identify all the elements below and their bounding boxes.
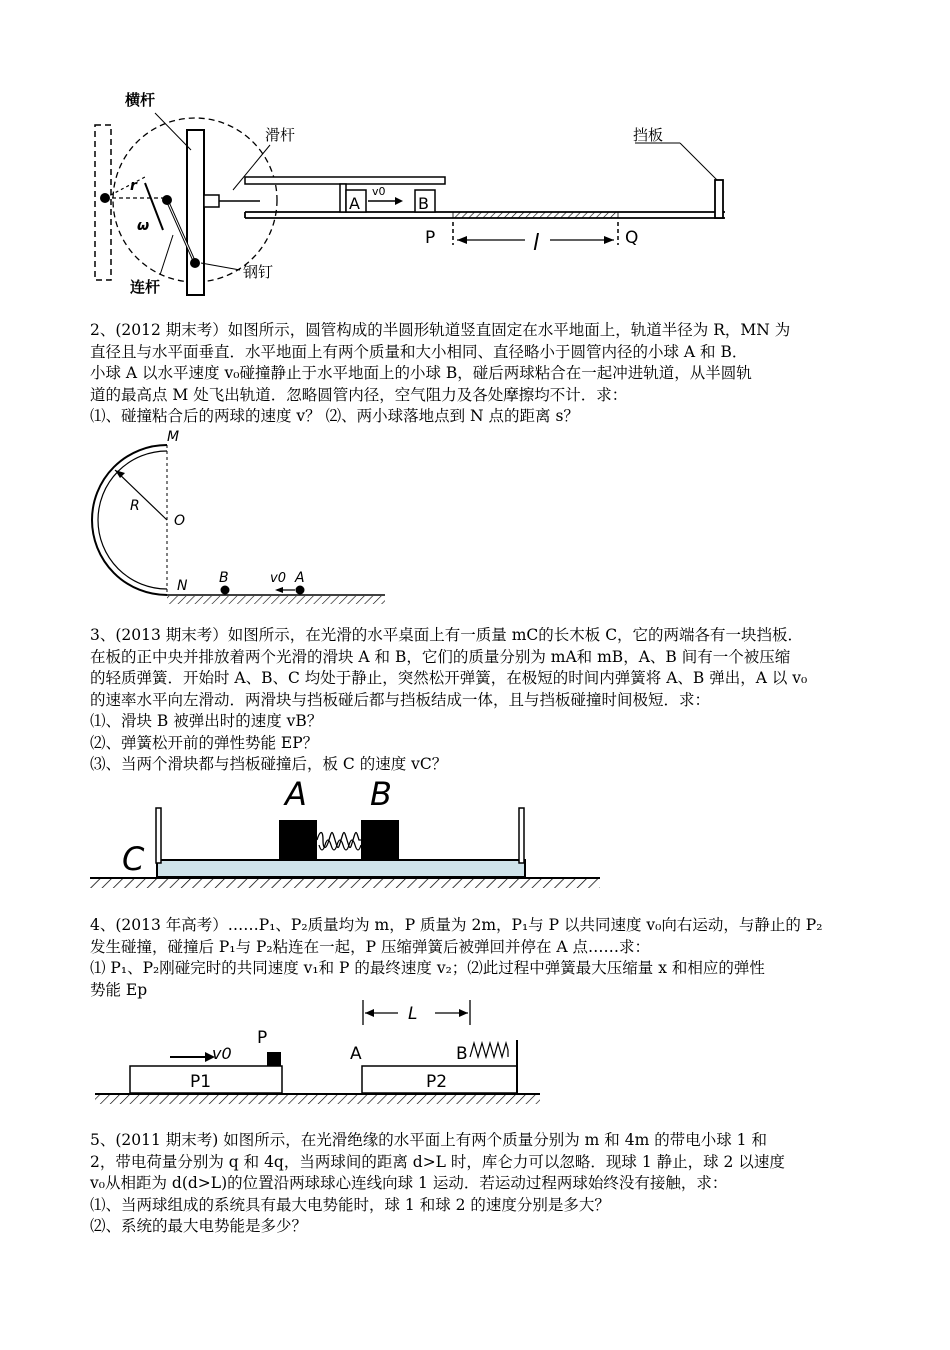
- text-line: ⑵、系统的最大电势能是多少？: [90, 1217, 308, 1235]
- text-line: v₀从相距为 d(d>L)的位置沿两球球心连线向球 1 运动．若运动过程两球始终没有接触，求：: [90, 1174, 728, 1192]
- svg-text:M: M: [167, 429, 180, 445]
- text-line: ⑴、碰撞粘合后的两球的速度 v？ ⑵、两小球落地点到 N 点的距离 s？: [90, 407, 579, 425]
- text-line: 直径且与水平面垂直．水平地面上有两个质量和大小相同、直径略小于圆管内径的小球 A 和 B．: [90, 342, 748, 361]
- label-A: A: [350, 1044, 362, 1064]
- pivot-left: [100, 193, 110, 203]
- slide-rod-upper: [245, 177, 445, 184]
- label-A: A: [285, 775, 307, 813]
- text-line: ⑶、当两个滑块都与挡板碰撞后，板 C 的速度 vC？: [90, 755, 448, 773]
- svg-text:v0: v0: [270, 571, 286, 586]
- label-crossbar: 横杆: [125, 91, 156, 109]
- text-line: 势能 Ep: [90, 980, 148, 999]
- svg-text:B: B: [418, 194, 429, 213]
- text-line: 的速率水平向左滑动．两滑块与挡板碰后都与挡板结成一体，且与挡板碰撞时间极短．求：: [90, 690, 711, 709]
- label-baffle: 挡板: [633, 126, 664, 144]
- label-C: C: [122, 840, 145, 878]
- baffle: [715, 180, 723, 218]
- svg-text:R: R: [130, 498, 140, 514]
- figure-4-p1-p2: [90, 995, 550, 1110]
- spring: [470, 1043, 508, 1057]
- pivot-center: [162, 195, 172, 205]
- crossbar: [187, 130, 204, 295]
- question-4-text: [90, 915, 870, 1001]
- ball-B: [221, 586, 230, 595]
- question-5-text: [90, 1130, 870, 1238]
- label-connecting-rod: 连杆: [130, 278, 161, 296]
- text-line: ⑴、当两球组成的系统具有最大电势能时，球 1 和球 2 的速度分别是多大？: [90, 1195, 610, 1214]
- label-B: B: [456, 1044, 468, 1064]
- fig1-label-r: r: [130, 178, 137, 194]
- block-P: [267, 1052, 281, 1066]
- svg-text:L: L: [408, 1004, 418, 1024]
- svg-text:v0: v0: [372, 185, 386, 198]
- ball-A: [296, 586, 305, 595]
- question-3-text: [90, 625, 870, 776]
- text-line: ⑴ P₁、P₂刚碰完时的共同速度 v₁和 P 的最终速度 v₂；⑵此过程中弹簧最大压缩量 x 和相应的弹性: [90, 959, 765, 977]
- baffle-right: [519, 808, 524, 863]
- label-Q: Q: [625, 228, 639, 248]
- svg-text:P1: P1: [190, 1072, 212, 1092]
- svg-text:v0: v0: [212, 1044, 232, 1063]
- label-P: P: [257, 1028, 268, 1048]
- text-line: ⑴、滑块 B 被弹出时的速度 vB？: [90, 712, 323, 730]
- text-line: 在板的正中央并排放着两个光滑的滑块 A 和 B，它们的质量分别为 mA和 mB，A、B 间有一个被压缩: [90, 647, 791, 666]
- svg-text:N: N: [177, 578, 188, 594]
- figure-2-semicircle-track: [85, 425, 415, 610]
- block-A: [279, 820, 317, 860]
- baffle-left: [156, 808, 161, 863]
- label-B: B: [370, 775, 392, 813]
- fig1-label-omega: ω: [137, 218, 150, 234]
- label-l: l: [533, 231, 540, 256]
- text-line: 2，带电荷量分别为 q 和 4q，当两球间的距离 d>L 时，库仑力可以忽略．现球 1 静止，球 2 以速度: [90, 1152, 785, 1171]
- board-C: [157, 860, 525, 877]
- question-2-text: [90, 320, 870, 428]
- figure-3-board-blocks: [90, 775, 610, 890]
- text-line: 5、(2011 期末考) 如图所示，在光滑绝缘的水平面上有两个质量分别为 m 和 4m 的带电小球 1 和: [90, 1131, 767, 1149]
- label-slide-rod: 滑杆: [265, 126, 296, 144]
- svg-text:P2: P2: [426, 1072, 448, 1092]
- semicircle-track: [92, 445, 167, 595]
- steel-nail: [190, 258, 200, 268]
- label-steel-nail: 钢钉: [243, 263, 274, 281]
- text-line: 2、(2012 期末考）如图所示，圆管构成的半圆形轨道竖直固定在水平地面上，轨道半径为 R，MN 为: [90, 321, 791, 339]
- figure-1-slider-mechanism: [85, 85, 735, 300]
- text-line: 发生碰撞，碰撞后 P₁与 P₂粘连在一起，P 压缩弹簧后被弹回并停在 A 点……求：: [90, 937, 651, 956]
- text-line: 4、(2013 年高考）……P₁、P₂质量均为 m，P 质量为 2m，P₁与 P 以共同速度 v₀向右运动，与静止的 P₂: [90, 916, 823, 934]
- text-line: 的轻质弹簧．开始时 A、B、C 均处于静止，突然松开弹簧，在极短的时间内弹簧将 A、B 弹出，A 以 v₀: [90, 669, 808, 687]
- text-line: 3、(2013 期末考）如图所示，在光滑的水平桌面上有一质量 mC的长木板 C，它的两端各有一块挡板．: [90, 626, 804, 644]
- svg-text:A: A: [349, 194, 360, 213]
- radius-R: [115, 470, 167, 520]
- text-line: 小球 A 以水平速度 v₀碰撞静止于水平地面上的小球 B，碰后两球粘合在一起冲进轨道，从半圆轨: [90, 364, 752, 382]
- block-B: [361, 820, 399, 860]
- svg-text:B: B: [219, 570, 229, 586]
- text-line: ⑵、弹簧松开前的弹性势能 EP？: [90, 733, 319, 752]
- svg-text:A: A: [295, 570, 305, 586]
- text-line: 道的最高点 M 处飞出轨道．忽略圆管内径，空气阻力及各处摩擦均不计．求：: [90, 385, 628, 404]
- label-P: P: [425, 228, 436, 248]
- svg-text:O: O: [174, 513, 186, 529]
